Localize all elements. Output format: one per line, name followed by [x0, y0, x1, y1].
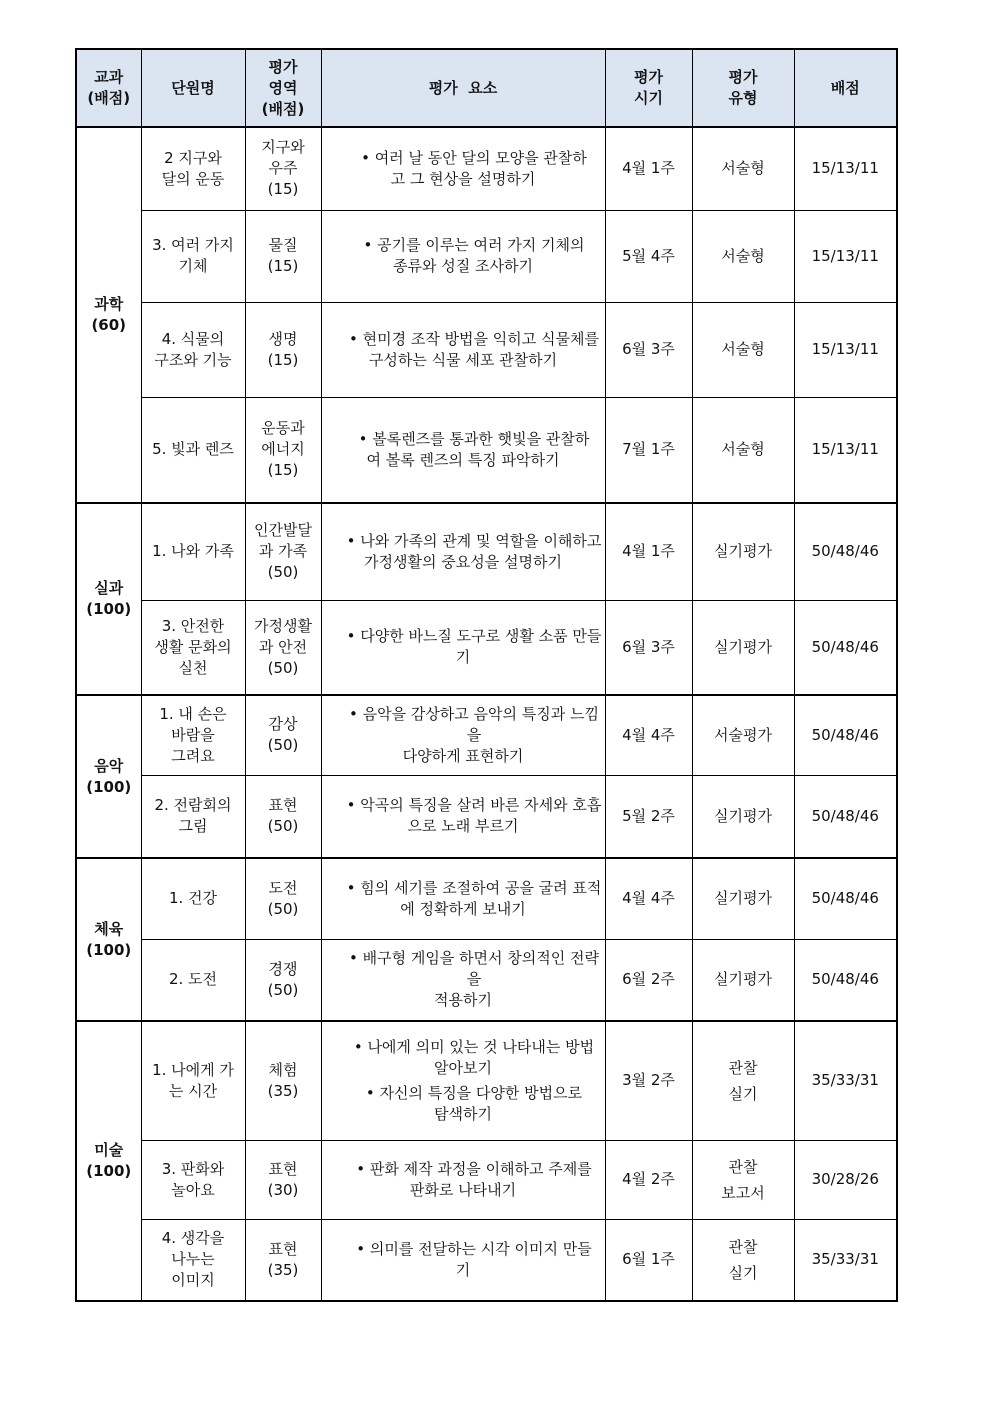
element-item: [322, 1237, 605, 1283]
unit-label: 바람을: [171, 725, 215, 744]
period-label: 5월 2주: [622, 806, 675, 825]
area-label: (50): [267, 980, 299, 999]
unit-label: 이미지: [171, 1271, 215, 1290]
area-label: (15): [267, 461, 299, 480]
unit-cell: [141, 302, 245, 397]
element-text: 고 그 현상을 설명하기: [390, 169, 536, 188]
subject-cell: [76, 503, 141, 695]
unit-label: 1. 나에게 가: [152, 1060, 234, 1079]
element-item: [322, 793, 605, 839]
area-label: 운동과: [261, 419, 305, 438]
area-label: 표현: [268, 1159, 298, 1178]
area-cell: [245, 1219, 321, 1301]
element-text: • 악곡의 특징을 살려 바른 자세와 호흡: [346, 796, 602, 815]
element-text: 가정생활의 중요성을 설명하기: [364, 552, 562, 571]
score-label: 30/28/26: [811, 1170, 879, 1188]
type-cell: [692, 1021, 794, 1140]
period-label: 4월 4주: [622, 889, 675, 908]
area-cell: [245, 397, 321, 503]
type-label: 서술형: [721, 246, 765, 265]
unit-label: 기체: [178, 257, 208, 275]
score-label: 50/48/46: [811, 637, 879, 656]
element-text: 판화로 나타내기: [409, 1180, 517, 1199]
area-label: 인간발달: [254, 521, 312, 540]
score-label: 35/33/31: [811, 1250, 879, 1269]
table-row: [76, 302, 897, 397]
period-label: 7월 1주: [622, 440, 675, 459]
unit-cell: [141, 210, 245, 302]
elements-cell: [321, 1021, 605, 1140]
unit-label: 그림: [178, 817, 208, 836]
area-cell: [245, 210, 321, 302]
unit-label: 5. 빛과 렌즈: [152, 440, 234, 459]
type-label: 실기: [728, 1263, 758, 1282]
element-item: [322, 327, 605, 373]
period-cell: [605, 1140, 692, 1219]
score-cell: [794, 397, 897, 503]
elements-cell: [321, 210, 605, 302]
element-text: • 힘의 세기를 조절하여 공을 굴려 표적: [346, 878, 602, 897]
area-label: 감상: [268, 715, 298, 734]
score-label: 50/48/46: [811, 806, 879, 825]
element-item: [322, 702, 605, 769]
unit-cell: [141, 858, 245, 939]
subject-label: (100): [86, 940, 132, 959]
area-label: (50): [267, 658, 299, 677]
type-label: 실기평가: [714, 806, 772, 825]
table-row: [76, 1021, 897, 1140]
type-label: 관찰: [728, 1237, 758, 1256]
type-cell: [692, 127, 794, 210]
subject-cell: [76, 858, 141, 1021]
table-row: [76, 695, 897, 775]
score-label: 50/48/46: [811, 542, 879, 561]
unit-label: 1. 건강: [168, 889, 218, 908]
period-cell: [605, 1219, 692, 1301]
elements-cell: [321, 939, 605, 1021]
period-cell: [605, 695, 692, 775]
area-cell: [245, 600, 321, 695]
element-text: 다양하게 표현하기: [402, 746, 524, 765]
element-text: • 나와 가족의 관계 및 역할을 이해하고: [346, 531, 602, 550]
unit-label: 구조와 기능: [154, 350, 232, 369]
score-cell: [794, 503, 897, 600]
area-label: (50): [267, 817, 299, 836]
unit-label: 1. 내 손은: [159, 704, 227, 723]
score-cell: [794, 210, 897, 302]
type-cell: [692, 695, 794, 775]
area-label: (30): [267, 1180, 299, 1199]
type-label: 실기: [728, 1084, 758, 1103]
element-text: • 의미를 전달하는 시각 이미지 만들: [356, 1239, 592, 1258]
period-cell: [605, 858, 692, 939]
score-label: 15/13/11: [811, 159, 879, 178]
element-item: [322, 876, 605, 922]
area-label: (35): [267, 1081, 299, 1100]
element-text: • 공기를 이루는 여러 가지 기체의: [363, 236, 585, 254]
subject-label: 과학: [94, 295, 124, 313]
elements-cell: [321, 775, 605, 858]
period-label: 6월 1주: [622, 1250, 675, 1269]
period-cell: [605, 600, 692, 695]
period-cell: [605, 775, 692, 858]
element-text: 기: [455, 1260, 471, 1279]
elements-cell: [321, 858, 605, 939]
score-cell: [794, 1140, 897, 1219]
area-label: 표현: [268, 1239, 298, 1258]
score-label: 15/13/11: [811, 440, 879, 459]
table-row: [76, 600, 897, 695]
element-text: 종류와 성질 조사하기: [393, 257, 533, 275]
element-text: • 판화 제작 과정을 이해하고 주제를: [356, 1159, 592, 1178]
unit-cell: [141, 397, 245, 503]
subject-label: (100): [86, 1162, 132, 1180]
subject-label: (100): [86, 777, 132, 796]
elements-cell: [321, 503, 605, 600]
type-label: 서술평가: [714, 725, 772, 744]
area-label: 물질: [268, 236, 298, 254]
unit-cell: [141, 503, 245, 600]
score-cell: [794, 775, 897, 858]
type-cell: [692, 210, 794, 302]
score-cell: [794, 1219, 897, 1301]
element-item: [322, 427, 605, 473]
table-row: [76, 939, 897, 1021]
type-label: 관찰: [728, 1157, 758, 1176]
type-cell: [692, 397, 794, 503]
area-label: 지구와: [261, 138, 305, 157]
element-text: 알아보기: [434, 1058, 492, 1077]
score-cell: [794, 600, 897, 695]
unit-label: 4. 식물의: [161, 329, 225, 348]
evaluation-plan-table: [75, 48, 898, 1302]
period-label: 6월 2주: [622, 970, 675, 989]
type-cell: [692, 503, 794, 600]
area-label: 경쟁: [268, 959, 298, 978]
table-row: [76, 397, 897, 503]
score-label: 15/13/11: [811, 340, 879, 358]
unit-cell: [141, 1140, 245, 1219]
type-label: 보고서: [721, 1183, 765, 1202]
type-label: 서술형: [721, 440, 765, 459]
area-cell: [245, 1140, 321, 1219]
period-cell: [605, 1021, 692, 1140]
period-label: 4월 1주: [622, 159, 675, 178]
area-label: (50): [267, 736, 299, 755]
type-cell: [692, 858, 794, 939]
element-item: [322, 1035, 605, 1081]
subject-label: 미술: [94, 1141, 124, 1159]
area-label: (15): [267, 350, 299, 369]
unit-cell: [141, 127, 245, 210]
header-score: 배점: [794, 49, 897, 127]
area-label: (50): [267, 563, 299, 582]
score-cell: [794, 1021, 897, 1140]
score-cell: [794, 695, 897, 775]
subject-cell: [76, 695, 141, 858]
unit-label: 달의 운동: [161, 169, 225, 188]
unit-label: 나누는: [171, 1250, 215, 1269]
header-row: [76, 49, 897, 127]
type-label: 실기평가: [714, 542, 772, 561]
unit-label: 그려요: [171, 746, 215, 765]
unit-label: 놀아요: [171, 1180, 215, 1199]
area-label: 과 가족: [258, 542, 308, 561]
unit-label: 생활 문화의: [154, 637, 232, 656]
subject-cell: [76, 127, 141, 503]
score-cell: [794, 939, 897, 1021]
area-label: (50): [267, 899, 299, 918]
unit-label: 2 지구와: [164, 148, 222, 167]
type-label: 서술형: [721, 340, 765, 358]
header-elements: 평가 요소: [321, 49, 605, 127]
unit-cell: [141, 775, 245, 858]
area-label: (35): [267, 1260, 299, 1279]
elements-cell: [321, 127, 605, 210]
element-text: 여 볼록 렌즈의 특징 파악하기: [366, 450, 560, 469]
table-row: [76, 1140, 897, 1219]
period-label: 3월 2주: [622, 1071, 675, 1090]
unit-label: 2. 전람회의: [154, 796, 232, 815]
table-row: [76, 775, 897, 858]
score-cell: [794, 858, 897, 939]
unit-label: 3. 판화와: [161, 1159, 225, 1178]
unit-label: 3. 안전한: [161, 616, 225, 635]
period-label: 4월 1주: [622, 542, 675, 561]
area-cell: [245, 127, 321, 210]
area-cell: [245, 503, 321, 600]
table-row: [76, 858, 897, 939]
element-text: 으로 노래 부르기: [407, 817, 519, 836]
unit-label: 2. 도전: [168, 970, 218, 989]
unit-label: 는 시간: [168, 1081, 218, 1100]
subject-label: 실과: [94, 579, 124, 597]
element-item: [322, 624, 605, 670]
header-subject: 교과 (배점): [76, 49, 141, 127]
type-label: 실기평가: [714, 637, 772, 656]
unit-label: 1. 나와 가족: [152, 542, 234, 561]
table-body: [76, 127, 897, 1301]
area-cell: [245, 302, 321, 397]
type-label: 실기평가: [714, 889, 772, 908]
period-cell: [605, 127, 692, 210]
period-label: 5월 4주: [622, 246, 675, 265]
type-cell: [692, 775, 794, 858]
area-label: (15): [267, 180, 299, 199]
element-item: [322, 233, 605, 279]
element-text: 기: [455, 648, 471, 667]
element-text: • 배구형 게임을 하면서 창의적인 전략을: [348, 949, 600, 989]
element-text: 적용하기: [434, 991, 492, 1010]
element-text: • 볼록렌즈를 통과한 햇빛을 관찰하: [358, 429, 590, 448]
unit-cell: [141, 1219, 245, 1301]
area-label: 과 안전: [258, 637, 308, 656]
type-cell: [692, 1219, 794, 1301]
subject-label: (100): [86, 600, 132, 618]
area-label: 가정생활: [254, 616, 312, 635]
elements-cell: [321, 600, 605, 695]
unit-label: 실천: [178, 658, 208, 677]
unit-label: 4. 생각을: [161, 1229, 225, 1248]
period-cell: [605, 939, 692, 1021]
subject-label: 체육: [94, 919, 124, 938]
score-cell: [794, 127, 897, 210]
element-text: • 여러 날 동안 달의 모양을 관찰하: [361, 148, 587, 167]
subject-label: (60): [91, 316, 127, 334]
element-text: • 음악을 감상하고 음악의 특징과 느낌을: [348, 704, 600, 744]
element-item: [322, 146, 605, 192]
subject-label: 음악: [94, 756, 124, 775]
score-label: 50/48/46: [811, 889, 879, 908]
unit-label: 3. 여러 가지: [152, 236, 234, 254]
header-period: 평가 시기: [605, 49, 692, 127]
type-cell: [692, 1140, 794, 1219]
type-cell: [692, 600, 794, 695]
element-item: [322, 946, 605, 1013]
table-row: [76, 1219, 897, 1301]
elements-cell: [321, 1219, 605, 1301]
unit-cell: [141, 939, 245, 1021]
area-cell: [245, 775, 321, 858]
header-area: 평가 영역 (배점): [245, 49, 321, 127]
area-cell: [245, 1021, 321, 1140]
score-label: 50/48/46: [811, 970, 879, 989]
score-cell: [794, 302, 897, 397]
area-label: 생명: [268, 329, 298, 348]
element-text: 에 정확하게 보내기: [400, 899, 526, 918]
period-cell: [605, 503, 692, 600]
element-text: 탐색하기: [434, 1104, 492, 1123]
period-cell: [605, 302, 692, 397]
period-label: 4월 2주: [622, 1170, 675, 1188]
unit-cell: [141, 600, 245, 695]
area-label: 우주: [268, 159, 298, 178]
header-type: 평가 유형: [692, 49, 794, 127]
element-text: • 다양한 바느질 도구로 생활 소품 만들: [346, 627, 602, 646]
type-cell: [692, 939, 794, 1021]
type-label: 관찰: [728, 1058, 758, 1077]
type-label: 서술형: [721, 159, 765, 178]
table-row: [76, 503, 897, 600]
score-label: 15/13/11: [811, 246, 879, 265]
period-cell: [605, 397, 692, 503]
period-cell: [605, 210, 692, 302]
type-cell: [692, 302, 794, 397]
table-row: [76, 210, 897, 302]
element-item: [322, 1157, 605, 1203]
period-label: 6월 3주: [622, 340, 675, 358]
score-label: 50/48/46: [811, 725, 879, 744]
unit-cell: [141, 1021, 245, 1140]
element-text: 구성하는 식물 세포 관찰하기: [368, 350, 558, 369]
header-unit: 단원명: [141, 49, 245, 127]
period-label: 6월 3주: [622, 637, 675, 656]
area-label: 표현: [268, 796, 298, 815]
area-cell: [245, 858, 321, 939]
subject-cell: [76, 1021, 141, 1301]
element-item: [322, 529, 605, 575]
element-text: • 나에게 의미 있는 것 나타내는 방법: [353, 1037, 595, 1056]
area-label: (15): [267, 257, 299, 275]
elements-cell: [321, 695, 605, 775]
area-label: 에너지: [261, 440, 305, 459]
period-label: 4월 4주: [622, 725, 675, 744]
element-text: • 자신의 특징을 다양한 방법으로: [365, 1083, 583, 1102]
area-cell: [245, 939, 321, 1021]
elements-cell: [321, 397, 605, 503]
area-label: 체험: [268, 1060, 298, 1079]
unit-cell: [141, 695, 245, 775]
elements-cell: [321, 302, 605, 397]
element-item: [322, 1081, 605, 1127]
score-label: 35/33/31: [811, 1071, 879, 1090]
type-label: 실기평가: [714, 970, 772, 989]
elements-cell: [321, 1140, 605, 1219]
area-cell: [245, 695, 321, 775]
element-text: • 현미경 조작 방법을 익히고 식물체를: [348, 329, 600, 348]
table-row: [76, 127, 897, 210]
area-label: 도전: [268, 878, 298, 897]
